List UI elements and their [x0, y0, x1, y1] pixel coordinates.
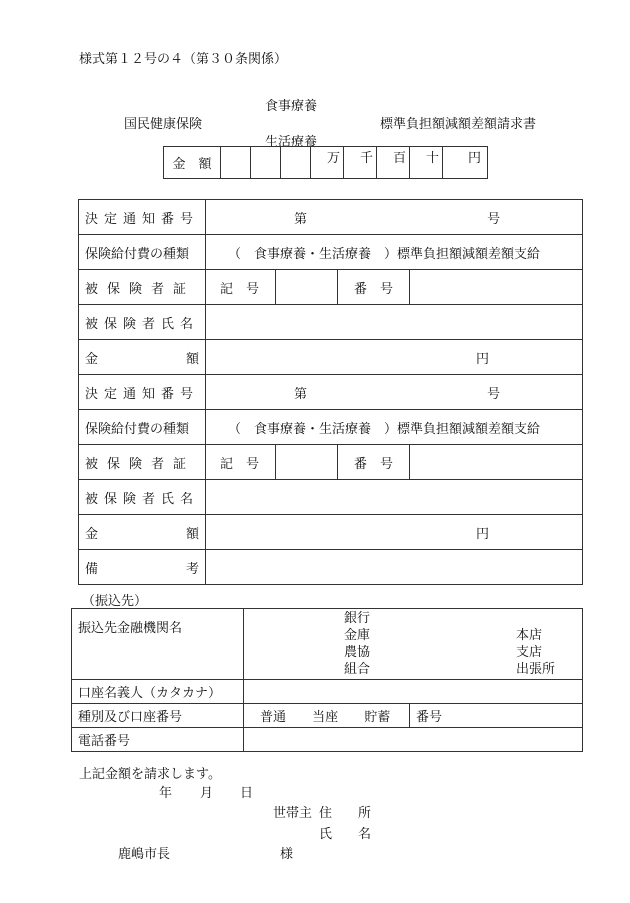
- amount-digit-yen[interactable]: 円: [443, 147, 488, 179]
- account-number-label: 番号: [416, 710, 443, 725]
- bank-section-label: （振込先）: [82, 594, 148, 609]
- branch-shuchojo: 出張所: [516, 662, 556, 677]
- date-month: 月: [200, 786, 214, 801]
- amount-field[interactable]: [206, 515, 583, 550]
- insured-name-label: 被保険者氏名: [79, 305, 206, 340]
- account-number-field[interactable]: [410, 704, 583, 728]
- page-title: 標準負担額減額差額請求書: [380, 117, 537, 132]
- branch-shiten: 支店: [516, 645, 543, 660]
- card-kigo-field[interactable]: [276, 445, 338, 480]
- address-label: 住 所: [319, 806, 372, 821]
- institution-field[interactable]: [244, 609, 583, 680]
- remarks-row: [79, 550, 583, 585]
- amount-box-label: 金 額: [164, 147, 221, 179]
- card-bango-label: 番 号: [338, 270, 410, 305]
- amount-label: 金 額: [79, 515, 206, 550]
- amount-label: 金 額: [79, 340, 206, 375]
- account-type-toza: 当座: [312, 710, 339, 725]
- phone-label: 電話番号: [72, 728, 244, 752]
- amount-digit-man[interactable]: 万: [311, 147, 344, 179]
- amount-row: [79, 340, 583, 375]
- phone-row: [72, 728, 583, 752]
- holder-row: [72, 680, 583, 704]
- insurance-card-label: 被保険者証: [79, 270, 206, 305]
- benefit-type-value: （ 食事療養・生活療養 ）標準負担額減額差額支給: [206, 235, 583, 270]
- card-kigo-label: 記 号: [206, 270, 276, 305]
- decision-go: 号: [487, 386, 501, 402]
- insurance-card-label: 被保険者証: [79, 445, 206, 480]
- householder-label: 世帯主: [273, 806, 313, 821]
- insured-name-row: [79, 305, 583, 340]
- insured-name-label: 被保険者氏名: [79, 480, 206, 515]
- claim-table: [78, 199, 583, 585]
- benefit-type-label: 保険給付費の種類: [79, 235, 206, 270]
- institution-row: [72, 609, 583, 680]
- decision-dai: 第: [294, 211, 308, 227]
- card-kigo-label: 記 号: [206, 445, 276, 480]
- benefit-type-row: [79, 235, 583, 270]
- decision-number-label: 決定通知番号: [79, 200, 206, 235]
- card-bango-field[interactable]: [410, 270, 583, 305]
- benefit-type-label: 保険給付費の種類: [79, 410, 206, 445]
- decision-go: 号: [487, 211, 501, 227]
- amount-yen: 円: [476, 351, 490, 367]
- account-type-field[interactable]: [244, 704, 410, 728]
- amount-digit-hyaku[interactable]: 百: [377, 147, 410, 179]
- amount-digit-sen[interactable]: 千: [344, 147, 377, 179]
- bank-type-nokyo: 農協: [344, 645, 371, 660]
- insurance-card-row: [79, 270, 583, 305]
- remarks-label: 備 考: [79, 550, 206, 585]
- date-year: 年: [159, 786, 173, 801]
- title-meal: 食事療養: [265, 99, 318, 114]
- name-label: 氏 名: [319, 827, 372, 842]
- form-number: 様式第１２号の４（第３０条関係）: [79, 52, 288, 67]
- title-insurer: 国民健康保険: [124, 117, 203, 132]
- insurance-card-row: [79, 445, 583, 480]
- decision-dai: 第: [294, 386, 308, 402]
- decision-number-row: [79, 375, 583, 410]
- holder-label: 口座名義人（カタカナ）: [72, 680, 244, 704]
- branch-honten: 本店: [516, 628, 543, 643]
- bank-table: [71, 608, 583, 752]
- decision-number-field[interactable]: [206, 375, 583, 410]
- card-bango-label: 番 号: [338, 445, 410, 480]
- remarks-field[interactable]: [206, 550, 583, 585]
- account-row: [72, 704, 583, 728]
- benefit-type-value: （ 食事療養・生活療養 ）標準負担額減額差額支給: [206, 410, 583, 445]
- date-day: 日: [240, 786, 254, 801]
- card-bango-field[interactable]: [410, 445, 583, 480]
- insured-name-field[interactable]: [206, 480, 583, 515]
- institution-label: 振込先金融機関名: [72, 609, 244, 680]
- phone-field[interactable]: [244, 728, 583, 752]
- request-text: 上記金額を請求します。: [79, 767, 221, 782]
- insured-name-row: [79, 480, 583, 515]
- amount-row: [79, 515, 583, 550]
- bank-type-kinko: 金庫: [344, 628, 371, 643]
- mayor-label: 鹿嶋市長: [118, 847, 171, 862]
- amount-digit-cell[interactable]: [251, 147, 281, 179]
- holder-field[interactable]: [244, 680, 583, 704]
- account-label: 種別及び口座番号: [72, 704, 244, 728]
- amount-box: [163, 146, 488, 179]
- bank-type-kumiai: 組合: [344, 662, 371, 677]
- amount-yen: 円: [476, 526, 490, 542]
- account-type-chochiku: 貯蓄: [364, 710, 391, 725]
- amount-digit-juu[interactable]: 十: [410, 147, 443, 179]
- account-type-futsu: 普通: [260, 710, 287, 725]
- card-kigo-field[interactable]: [276, 270, 338, 305]
- amount-digit-cell[interactable]: [221, 147, 251, 179]
- insured-name-field[interactable]: [206, 305, 583, 340]
- decision-number-row: [79, 200, 583, 235]
- decision-number-label: 決定通知番号: [79, 375, 206, 410]
- decision-number-field[interactable]: [206, 200, 583, 235]
- amount-field[interactable]: [206, 340, 583, 375]
- benefit-type-row: [79, 410, 583, 445]
- amount-digit-cell[interactable]: [281, 147, 311, 179]
- bank-type-ginko: 銀行: [344, 611, 371, 626]
- sama-label: 様: [280, 847, 294, 862]
- title-life: 生活療養: [265, 135, 318, 150]
